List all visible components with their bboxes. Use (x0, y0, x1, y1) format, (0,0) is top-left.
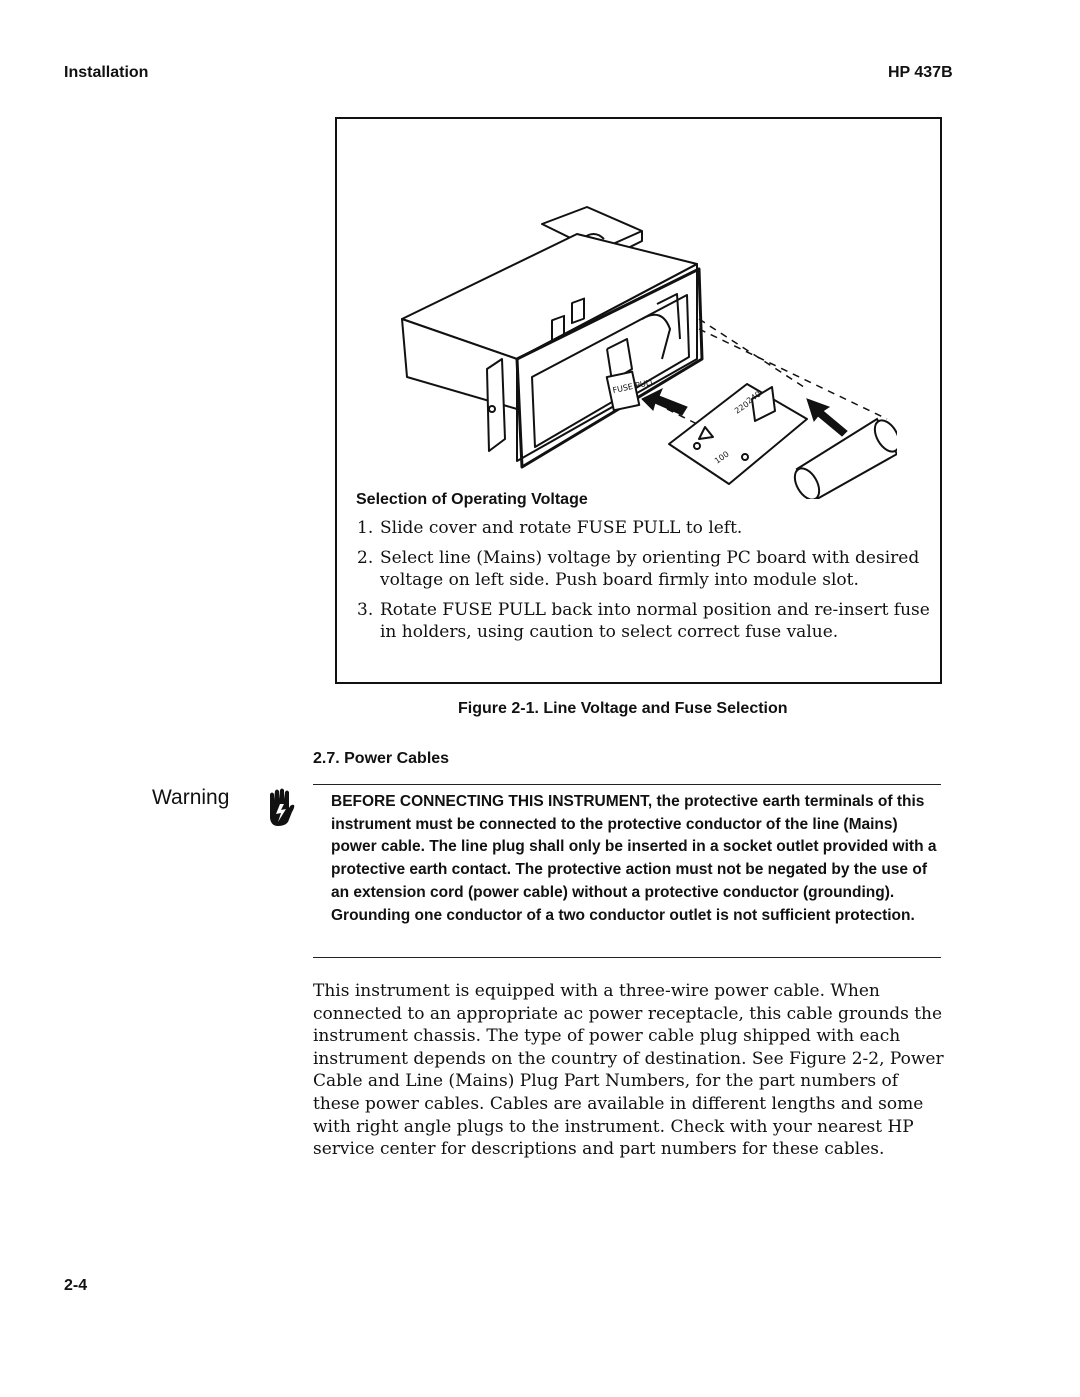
warning-top-rule (313, 784, 941, 785)
procedure-step: 2. Select line (Mains) voltage by orienting PC board with desired voltage on left side. Push board firmly into module slot. (357, 548, 920, 590)
warning-text: BEFORE CONNECTING THIS INSTRUMENT, the protective earth terminals of this instrument must be connected to the protective conductor of the line (Mains) power cable. The line plug shall only be inserted in a socket outlet provided with a protective earth contact. The protective action must not be negated by the use of an extension cord (power cable) without a protective conductor (grounding). Grounding one conductor of a two conductor outlet is not sufficient protection. (331, 793, 937, 924)
body-paragraph: This instrument is equipped with a three-wire power cable. When connected to an appropriate ac power receptacle, this cable grounds the instrument chassis. The type of power cable plug shipped with each instrument depends on the country of destination. See Figure 2-2, Power Cable and Line (Mains) Plug Part Numbers, for the part numbers of these power cables. Cables are available in different lengths and some with right angle plugs to the instrument. Check with your nearest HP service center for descriptions and part numbers for these cables. (313, 981, 944, 1160)
section-heading: 2.7. Power Cables (313, 750, 450, 767)
figure-procedure-title: Selection of Operating Voltage (356, 491, 588, 508)
running-header-model: HP 437B (888, 64, 953, 81)
line-module-illustration (377, 199, 897, 499)
warning-bottom-rule (313, 957, 941, 958)
procedure-step: 1. Slide cover and rotate FUSE PULL to left. (357, 518, 743, 538)
svg-text:220: 220 (732, 399, 751, 416)
procedure-step: 3. Rotate FUSE PULL back into normal position and re-insert fuse in holders, using caution to select correct fuse value. (357, 600, 930, 642)
fuse-pull-tab-label: FUSE PULL (611, 377, 656, 396)
figure-caption: Figure 2-1. Line Voltage and Fuse Selection (458, 700, 788, 717)
procedure-steps (357, 517, 932, 651)
svg-text:100: 100 (712, 449, 731, 466)
warning-label: Warning (152, 786, 230, 809)
running-header-section: Installation (64, 64, 149, 81)
hand-warning-icon (264, 788, 296, 826)
svg-text:240: 240 (744, 389, 763, 406)
page-number: 2-4 (64, 1277, 88, 1294)
figure-frame (335, 117, 942, 684)
